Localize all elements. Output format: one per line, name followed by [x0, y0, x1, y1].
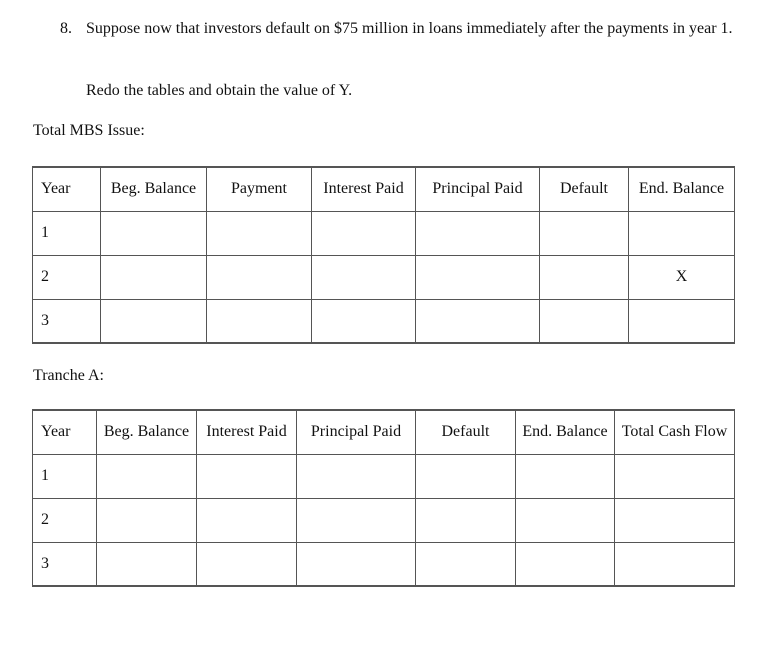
- tranche-header-cell: Principal Paid: [297, 410, 416, 454]
- year-cell: 2: [33, 498, 97, 542]
- year-cell: 1: [33, 454, 97, 498]
- table-cell[interactable]: [629, 211, 735, 255]
- table-cell[interactable]: [416, 211, 540, 255]
- table-cell[interactable]: [615, 454, 735, 498]
- year-cell: 2: [33, 255, 101, 299]
- mbs-table: [32, 166, 735, 344]
- table-cell[interactable]: [312, 299, 416, 343]
- question-instruction: Redo the tables and obtain the value of Y.: [86, 82, 353, 99]
- table-cell[interactable]: [101, 211, 207, 255]
- tranche-header-cell: Total Cash Flow: [615, 410, 735, 454]
- table-cell[interactable]: [516, 454, 615, 498]
- table-cell[interactable]: [629, 299, 735, 343]
- mbs-header-cell: Year: [33, 167, 101, 211]
- table-cell[interactable]: [416, 454, 516, 498]
- mbs-header-cell: Principal Paid: [416, 167, 540, 211]
- tranche-header-cell: Beg. Balance: [97, 410, 197, 454]
- question-number: 8.: [60, 20, 72, 37]
- mbs-header-row: [33, 167, 735, 211]
- table-cell[interactable]: [207, 211, 312, 255]
- mbs-header-cell: Default: [540, 167, 629, 211]
- table-cell[interactable]: [207, 255, 312, 299]
- tranche-header-cell: End. Balance: [516, 410, 615, 454]
- end-balance-x-cell[interactable]: X: [629, 255, 735, 299]
- table-cell[interactable]: [101, 255, 207, 299]
- mbs-header-cell: Beg. Balance: [101, 167, 207, 211]
- table-cell[interactable]: [416, 255, 540, 299]
- table-cell[interactable]: [615, 542, 735, 586]
- tranche-header-row: [33, 410, 735, 454]
- table-cell[interactable]: [615, 498, 735, 542]
- year-cell: 3: [33, 299, 101, 343]
- mbs-header-cell: Interest Paid: [312, 167, 416, 211]
- mbs-header-cell: End. Balance: [629, 167, 735, 211]
- table-cell[interactable]: [197, 454, 297, 498]
- table-cell[interactable]: [197, 498, 297, 542]
- table-cell[interactable]: [540, 299, 629, 343]
- table-cell[interactable]: [416, 299, 540, 343]
- table-row: [33, 454, 735, 498]
- table-cell[interactable]: [416, 542, 516, 586]
- table-cell[interactable]: [540, 255, 629, 299]
- table-cell[interactable]: [297, 498, 416, 542]
- table-cell[interactable]: [312, 211, 416, 255]
- tranche-header-cell: Year: [33, 410, 97, 454]
- tranche-table-label: Tranche A:: [33, 367, 104, 384]
- mbs-header-cell: Payment: [207, 167, 312, 211]
- table-cell[interactable]: [97, 542, 197, 586]
- table-cell[interactable]: [540, 211, 629, 255]
- table-row: [33, 211, 735, 255]
- table-cell[interactable]: [312, 255, 416, 299]
- table-row: [33, 299, 735, 343]
- table-row: [33, 542, 735, 586]
- table-cell[interactable]: [516, 542, 615, 586]
- year-cell: 1: [33, 211, 101, 255]
- table-cell[interactable]: [101, 299, 207, 343]
- table-cell[interactable]: [297, 542, 416, 586]
- table-cell[interactable]: [97, 454, 197, 498]
- table-cell[interactable]: [516, 498, 615, 542]
- table-cell[interactable]: [197, 542, 297, 586]
- year-cell: 3: [33, 542, 97, 586]
- table-cell[interactable]: [207, 299, 312, 343]
- tranche-header-cell: Default: [416, 410, 516, 454]
- question-text: Suppose now that investors default on $75 million in loans immediately after the payments in year 1.: [86, 20, 733, 37]
- table-row: [33, 498, 735, 542]
- table-cell[interactable]: [297, 454, 416, 498]
- mbs-table-label: Total MBS Issue:: [33, 122, 145, 139]
- table-cell[interactable]: [416, 498, 516, 542]
- table-cell[interactable]: [97, 498, 197, 542]
- tranche-header-cell: Interest Paid: [197, 410, 297, 454]
- tranche-a-table: [32, 409, 735, 587]
- table-row: [33, 255, 735, 299]
